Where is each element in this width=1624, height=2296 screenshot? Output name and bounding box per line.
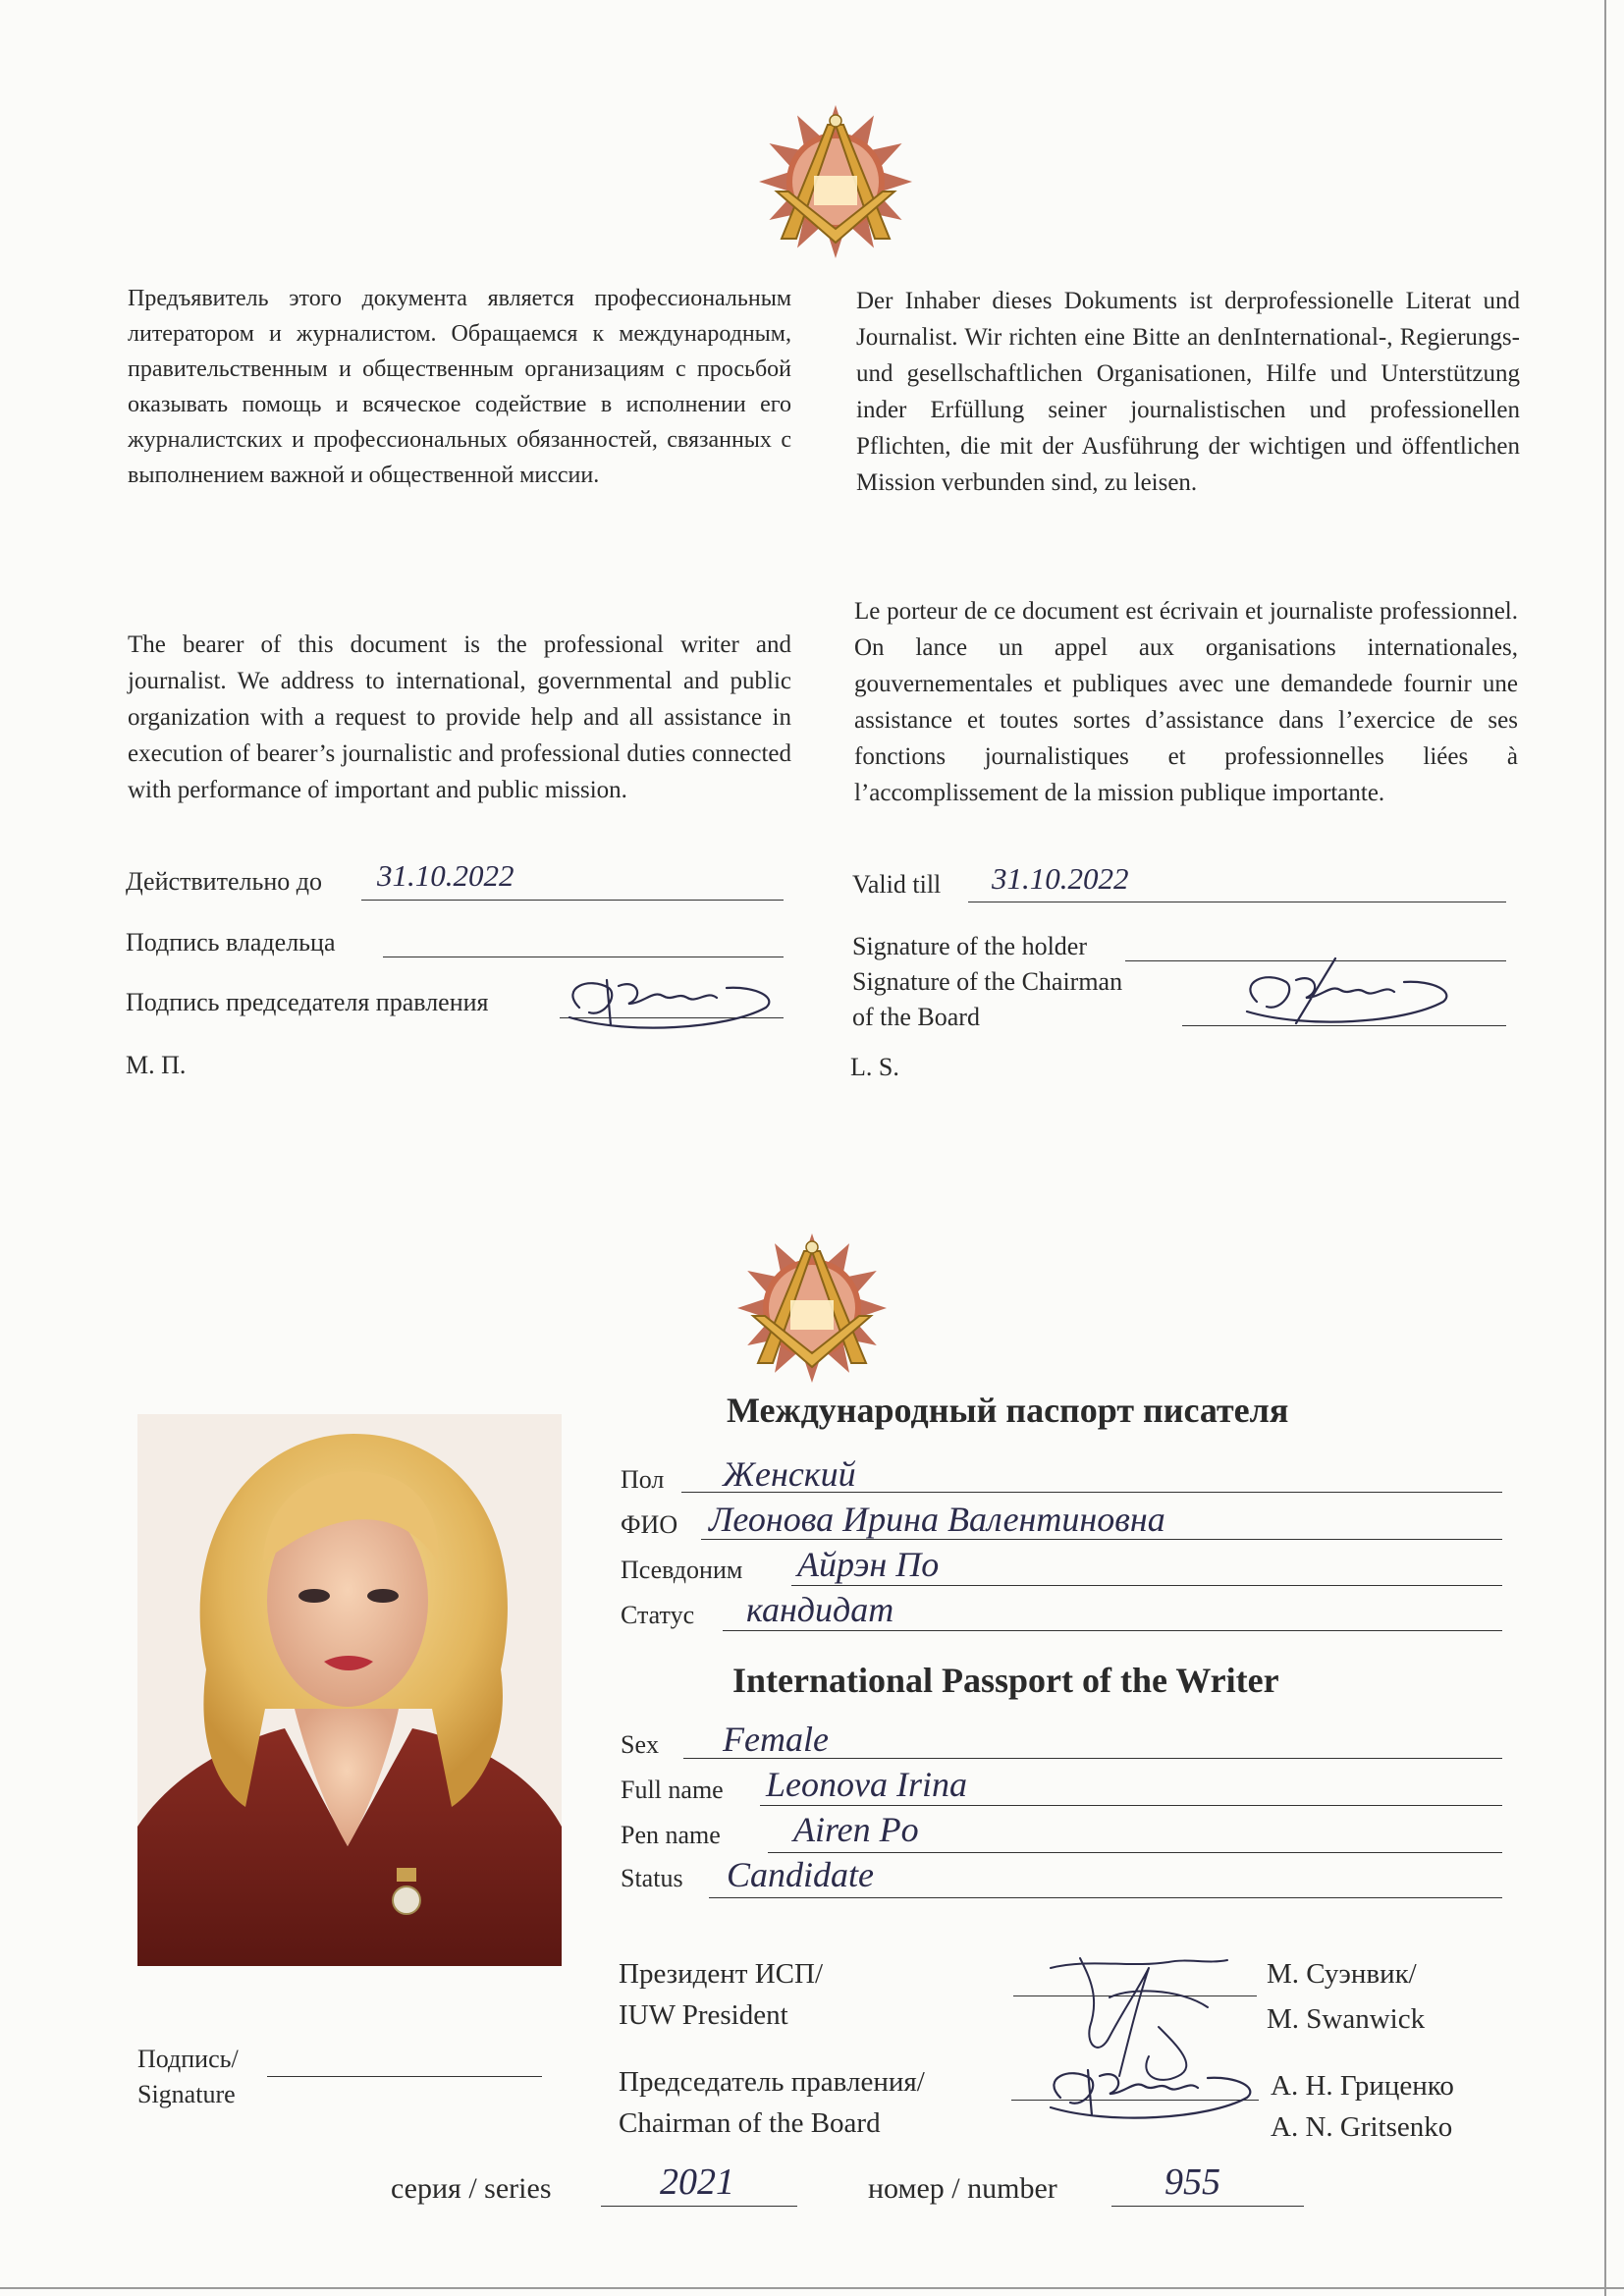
en-valid-value: 31.10.2022 (992, 861, 1129, 896)
en-chairman-signature-label-2: of the Board (852, 1003, 980, 1031)
passport-title-en: International Passport of the Writer (732, 1661, 1279, 1700)
en-field-label-sex: Sex (621, 1730, 659, 1759)
en-paragraph: The bearer of this document is the professional writer and journalist. We address to international, governmental and public organization with a request to provide help and all assistance in execution of bearer’s journalistic and professional duties connected with performance of important and public mission. (128, 631, 791, 803)
chairman-handwritten-signature-en (1227, 955, 1453, 1033)
scan-edge-bottom (0, 2287, 1624, 2289)
ru-field-line-fullname (701, 1539, 1502, 1540)
president-label-en: IUW President (619, 1999, 788, 2031)
series-label: серия / series (391, 2172, 552, 2205)
fr-paragraph: Le porteur de ce document est écrivain et journaliste professionnel. On lance un appel aux organisations internationales, gouvernementales et publiques avec une demandede fournir une assistance et toutes sortes d’assistance dans l’exercice de ses fonctions journalistiques et professionnelles liées à l’accomplissement de la mission publique importante. (854, 598, 1518, 806)
masonic-emblem-top (752, 98, 919, 270)
ru-valid-label: Действительно до (126, 867, 322, 896)
en-field-line-status (709, 1897, 1502, 1898)
ru-chairman-signature-label: Подпись председателя правления (126, 988, 489, 1016)
passport-title-ru: Международный паспорт писателя (727, 1391, 1289, 1430)
en-holder-signature-label: Signature of the holder (852, 932, 1087, 960)
ru-field-line-penname (791, 1585, 1502, 1586)
ru-field-label-status: Статус (621, 1601, 695, 1629)
ru-field-line-sex (681, 1492, 1502, 1493)
scan-edge-right (1604, 0, 1606, 2296)
holder-signature-line (267, 2076, 542, 2077)
ru-seal-label: М. П. (126, 1051, 187, 1079)
ru-field-line-status (723, 1630, 1502, 1631)
chairman-label-ru: Председатель правления/ (619, 2066, 925, 2098)
series-line (601, 2206, 797, 2207)
ru-valid-line (361, 900, 784, 901)
ru-valid-value: 31.10.2022 (377, 858, 514, 893)
chairman-name-ru: А. Н. Гриценко (1271, 2070, 1454, 2102)
ru-field-value-fullname: Леонова Ирина Валентиновна (709, 1500, 1165, 1539)
ru-field-value-status: кандидат (746, 1590, 894, 1629)
chairman-handwritten-signature-bottom (1031, 2058, 1257, 2127)
series-value: 2021 (660, 2161, 734, 2203)
president-label-ru: Президент ИСП/ (619, 1958, 823, 1990)
president-name-en: M. Swanwick (1267, 2003, 1426, 2035)
chairman-name-en: A. N. Gritsenko (1271, 2111, 1453, 2143)
ru-field-label-sex: Пол (621, 1465, 665, 1494)
en-field-value-sex: Female (723, 1720, 829, 1759)
holder-photo (137, 1414, 562, 1966)
chairman-handwritten-signature (550, 968, 776, 1037)
president-name-ru: М. Суэнвик/ (1267, 1958, 1417, 1990)
ru-holder-signature-label: Подпись владельца (126, 928, 336, 957)
en-field-label-penname: Pen name (621, 1821, 721, 1849)
holder-signature-label-ru: Подпись/ (137, 2045, 239, 2073)
en-field-label-fullname: Full name (621, 1776, 724, 1804)
chairman-label-en: Chairman of the Board (619, 2107, 881, 2139)
en-seal-label: L. S. (850, 1053, 899, 1081)
de-paragraph: Der Inhaber dieses Dokuments ist derprofessionelle Literat und Journalist. Wir richten eine Bitte an denInternational-, Regierungs- und gesellschaftlichen Organisationen, Hilfe und Unterstützung inder Erfüllung seiner journalistischen und professionellen Pflichten, die mit der Ausführung der wichtigen und öffentlichen Mission verbunden sind, zu leisen. (856, 288, 1520, 496)
en-field-value-fullname: Leonova Irina (766, 1765, 967, 1804)
en-field-value-status: Candidate (727, 1855, 874, 1894)
en-field-line-fullname (760, 1805, 1502, 1806)
en-field-line-penname (768, 1852, 1502, 1853)
number-label: номер / number (868, 2172, 1057, 2205)
ru-field-label-fullname: ФИО (621, 1510, 678, 1539)
ru-field-value-penname: Айрэн По (797, 1545, 940, 1584)
en-field-line-sex (683, 1758, 1502, 1759)
ru-field-label-penname: Псевдоним (621, 1556, 743, 1584)
en-valid-label: Valid till (852, 870, 942, 899)
en-field-label-status: Status (621, 1864, 683, 1892)
ru-paragraph: Предъявитель этого документа является профессиональным литератором и журналистом. Обращаемся к международным, правительственным и общественным организациям с просьбой оказывать помощь и всяческое содействие в исполнении его журналистских и профессиональных обязанностей, связанных с выполнением важной и общественной миссии. (128, 286, 791, 488)
number-value: 955 (1164, 2161, 1220, 2203)
masonic-emblem-bottom (729, 1228, 895, 1394)
number-line (1111, 2206, 1304, 2207)
en-chairman-signature-label-1: Signature of the Chairman (852, 967, 1123, 996)
ru-field-value-sex: Женский (723, 1454, 856, 1494)
holder-signature-label-en: Signature (137, 2080, 236, 2108)
en-field-value-penname: Airen Po (793, 1810, 919, 1849)
